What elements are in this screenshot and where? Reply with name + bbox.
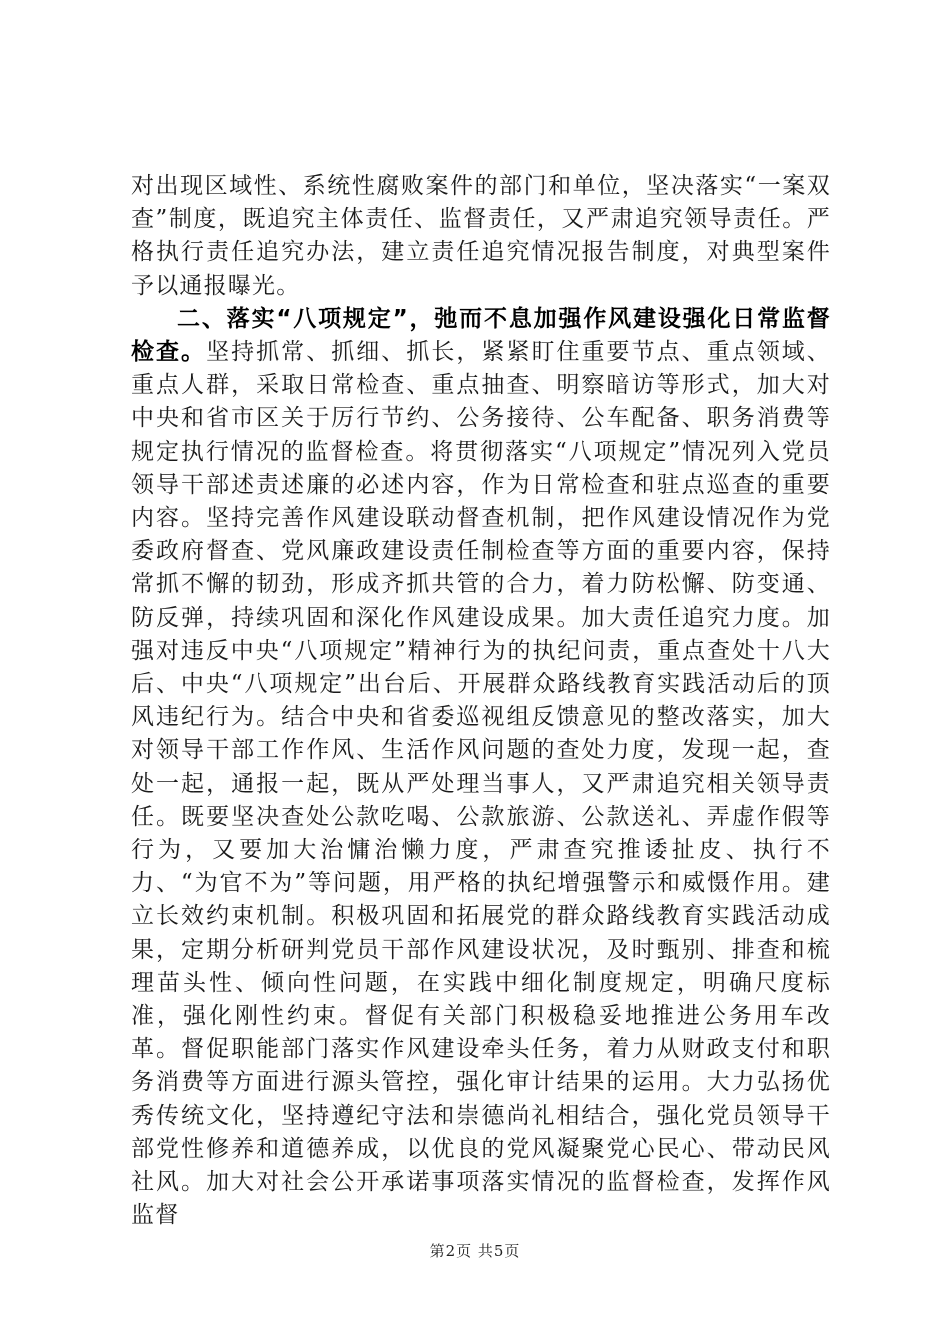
paragraph-1: 对出现区域性、系统性腐败案件的部门和单位，坚决落实“一案双查”制度，既追究主体责任、监督责任，又严肃追究领导责任。严格执行责任追究办法，建立责任追究情况报告制度，对典型案件予以通报曝光。: [131, 173, 831, 299]
paragraph-2-body: 坚持抓常、抓细、抓长，紧紧盯住重要节点、重点领域、重点人群，采取日常检查、重点抽查、明察暗访等形式，加大对中央和省市区关于厉行节约、公务接待、公车配备、职务消费等规定执行情况的监督检查。将贯彻落实“八项规定”情况列入党员领导干部述责述廉的必述内容，作为日常检查和驻点巡查的重要内容。坚持完善作风建设联动督查机制，把作风建设情况作为党委政府督查、党风廉政建设责任制检查等方面的重要内容，保持常抓不懈的韧劲，形成齐抓共管的合力，着力防松懈、防变通、防反弹，持续巩固和深化作风建设成果。加大责任追究力度。加强对违反中央“八项规定”精神行为的执纪问责，重点查处十八大后、中央“八项规定”出台后、开展群众路线教育实践活动后的顶风违纪行为。结合中央和省委巡视组反馈意见的整改落实，加大对领导干部工作作风、生活作风问题的查处力度，发现一起，查处一起，通报一起，既从严处理当事人，又严肃追究相关领导责任。既要坚决查处公款吃喝、公款旅游、公款送礼、弄虚作假等行为，又要加大治慵治懒力度，严肃查究推诿扯皮、执行不力、“为官不为”等问题，用严格的执纪增强警示和威慑作用。建立长效约束机制。积极巩固和拓展党的群众路线教育实践活动成果，定期分析研判党员干部作风建设状况，及时甄别、排查和梳理苗头性、倾向性问题，在实践中细化制度规定，明确尺度标准，强化刚性约束。督促有关部门积极稳妥地推进公务用车改革。督促职能部门落实作风建设牵头任务，着力从财政支付和职务消费等方面进行源头管控，强化审计结果的运用。大力弘扬优秀传统文化，坚持遵纪守法和崇德尚礼相结合，强化党员领导干部党性修养和道德养成，以优良的党风凝聚党心民心、带动民风社风。加大对社会公开承诺事项落实情况的监督检查，发挥作风监督: [131, 339, 831, 1229]
section-heading: 二、落实“八项规定”，弛而不息加强作风建设强化日常监督检查。: [131, 305, 831, 366]
document-body: [131, 170, 831, 1233]
page-number-footer: 第2页 共5页: [429, 1242, 521, 1260]
paragraph-2: [131, 303, 831, 1233]
